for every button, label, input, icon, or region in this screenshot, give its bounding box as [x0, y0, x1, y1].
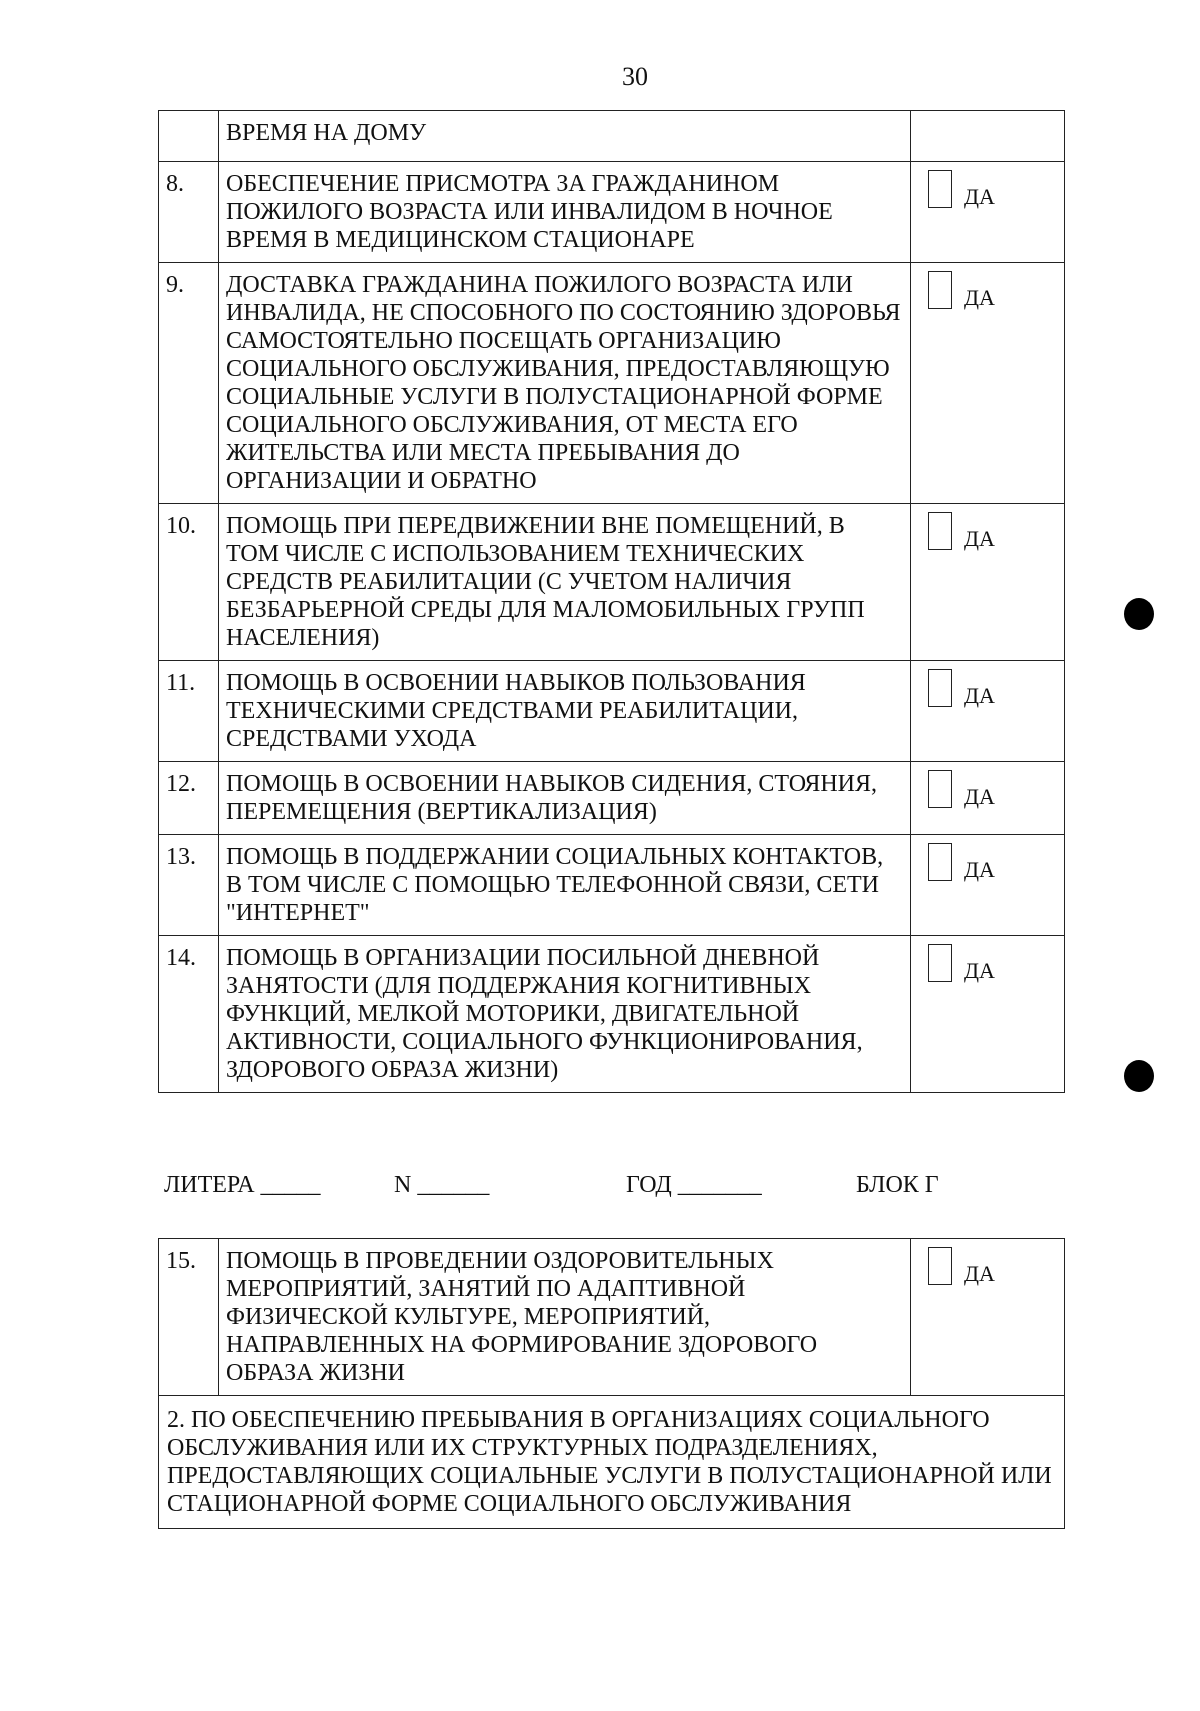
- table-row: [159, 1239, 1065, 1396]
- table-row: [159, 936, 1065, 1093]
- table-row: [159, 263, 1065, 504]
- table-row: [159, 111, 1065, 162]
- check-cell: [911, 1239, 1065, 1396]
- table-row: [159, 504, 1065, 661]
- row-number: 12.: [159, 762, 219, 835]
- year-field[interactable]: ГОД _______: [626, 1172, 762, 1198]
- punch-hole: [1124, 598, 1154, 630]
- row-number: [159, 111, 219, 162]
- service-text: ПОМОЩЬ В ОСВОЕНИИ НАВЫКОВ СИДЕНИЯ, СТОЯНИЯ, ПЕРЕМЕЩЕНИЯ (ВЕРТИКАЛИЗАЦИЯ): [219, 762, 911, 835]
- yes-checkbox[interactable]: [928, 1247, 952, 1285]
- number-field[interactable]: N ______: [394, 1172, 490, 1198]
- table-row: [159, 162, 1065, 263]
- litera-field[interactable]: ЛИТЕРА _____: [164, 1172, 321, 1198]
- check-cell: [911, 762, 1065, 835]
- yes-label: ДА: [964, 285, 995, 310]
- row-number: 11.: [159, 661, 219, 762]
- yes-label: ДА: [964, 958, 995, 983]
- row-number: 14.: [159, 936, 219, 1093]
- yes-checkbox[interactable]: [928, 271, 952, 309]
- page-number: 30: [622, 62, 648, 91]
- check-cell: [911, 936, 1065, 1093]
- yes-label: ДА: [964, 784, 995, 809]
- service-text: ПОМОЩЬ В ОСВОЕНИИ НАВЫКОВ ПОЛЬЗОВАНИЯ ТЕХНИЧЕСКИМИ СРЕДСТВАМИ РЕАБИЛИТАЦИИ, СРЕДСТВАМИ УХОДА: [219, 661, 911, 762]
- row-number: 13.: [159, 835, 219, 936]
- yes-checkbox[interactable]: [928, 512, 952, 550]
- section-heading: 2. ПО ОБЕСПЕЧЕНИЮ ПРЕБЫВАНИЯ В ОРГАНИЗАЦИЯХ СОЦИАЛЬНОГО ОБСЛУЖИВАНИЯ ИЛИ ИХ СТРУКТУРНЫХ ПОДРАЗДЕЛЕНИЯХ, ПРЕДОСТАВЛЯЮЩИХ СОЦИАЛЬНЫЕ УСЛУГИ В ПОЛУСТАЦИОНАРНОЙ ИЛИ СТАЦИОНАРНОЙ ФОРМЕ СОЦИАЛЬНОГО ОБСЛУЖИВАНИЯ: [159, 1396, 1065, 1529]
- punch-hole: [1124, 1060, 1154, 1092]
- row-number: 15.: [159, 1239, 219, 1396]
- yes-label: ДА: [964, 857, 995, 882]
- yes-checkbox[interactable]: [928, 770, 952, 808]
- service-text: ПОМОЩЬ ПРИ ПЕРЕДВИЖЕНИИ ВНЕ ПОМЕЩЕНИЙ, В ТОМ ЧИСЛЕ С ИСПОЛЬЗОВАНИЕМ ТЕХНИЧЕСКИХ СРЕДСТВ РЕАБИЛИТАЦИИ (С УЧЕТОМ НАЛИЧИЯ БЕЗБАРЬЕРНОЙ СРЕДЫ ДЛЯ МАЛОМОБИЛЬНЫХ ГРУПП НАСЕЛЕНИЯ): [219, 504, 911, 661]
- service-text: ПОМОЩЬ В ПРОВЕДЕНИИ ОЗДОРОВИТЕЛЬНЫХ МЕРОПРИЯТИЙ, ЗАНЯТИЙ ПО АДАПТИВНОЙ ФИЗИЧЕСКОЙ КУЛЬТУРЕ, МЕРОПРИЯТИЙ, НАПРАВЛЕННЫХ НА ФОРМИРОВАНИЕ ЗДОРОВОГО ОБРАЗА ЖИЗНИ: [219, 1239, 911, 1396]
- table-row: [159, 661, 1065, 762]
- yes-label: ДА: [964, 683, 995, 708]
- service-text: ВРЕМЯ НА ДОМУ: [219, 111, 911, 162]
- row-number: 10.: [159, 504, 219, 661]
- block-meta-line: [164, 1172, 1064, 1199]
- check-cell: [911, 111, 1065, 162]
- row-number: 8.: [159, 162, 219, 263]
- yes-checkbox[interactable]: [928, 944, 952, 982]
- yes-checkbox[interactable]: [928, 669, 952, 707]
- yes-checkbox[interactable]: [928, 843, 952, 881]
- yes-label: ДА: [964, 1261, 995, 1286]
- yes-label: ДА: [964, 526, 995, 551]
- check-cell: [911, 504, 1065, 661]
- check-cell: [911, 661, 1065, 762]
- table-row: [159, 835, 1065, 936]
- row-number: 9.: [159, 263, 219, 504]
- services-table-top: [158, 110, 1065, 1093]
- service-text: ПОМОЩЬ В ОРГАНИЗАЦИИ ПОСИЛЬНОЙ ДНЕВНОЙ ЗАНЯТОСТИ (ДЛЯ ПОДДЕРЖАНИЯ КОГНИТИВНЫХ ФУНКЦИЙ, МЕЛКОЙ МОТОРИКИ, ДВИГАТЕЛЬНОЙ АКТИВНОСТИ, СОЦИАЛЬНОГО ФУНКЦИОНИРОВАНИЯ, ЗДОРОВОГО ОБРАЗА ЖИЗНИ): [219, 936, 911, 1093]
- service-text: ДОСТАВКА ГРАЖДАНИНА ПОЖИЛОГО ВОЗРАСТА ИЛИ ИНВАЛИДА, НЕ СПОСОБНОГО ПО СОСТОЯНИЮ ЗДОРОВЬЯ САМОСТОЯТЕЛЬНО ПОСЕЩАТЬ ОРГАНИЗАЦИЮ СОЦИАЛЬНОГО ОБСЛУЖИВАНИЯ, ПРЕДОСТАВЛЯЮЩУЮ СОЦИАЛЬНЫЕ УСЛУГИ В ПОЛУСТАЦИОНАРНОЙ ФОРМЕ СОЦИАЛЬНОГО ОБСЛУЖИВАНИЯ, ОТ МЕСТА ЕГО ЖИТЕЛЬСТВА ИЛИ МЕСТА ПРЕБЫВАНИЯ ДО ОРГАНИЗАЦИИ И ОБРАТНО: [219, 263, 911, 504]
- table-row: [159, 762, 1065, 835]
- check-cell: [911, 835, 1065, 936]
- block-label: БЛОК Г: [856, 1172, 939, 1198]
- check-cell: [911, 162, 1065, 263]
- yes-label: ДА: [964, 184, 995, 209]
- table-row: [159, 1396, 1065, 1529]
- check-cell: [911, 263, 1065, 504]
- service-text: ПОМОЩЬ В ПОДДЕРЖАНИИ СОЦИАЛЬНЫХ КОНТАКТОВ, В ТОМ ЧИСЛЕ С ПОМОЩЬЮ ТЕЛЕФОННОЙ СВЯЗИ, СЕТИ "ИНТЕРНЕТ": [219, 835, 911, 936]
- service-text: ОБЕСПЕЧЕНИЕ ПРИСМОТРА ЗА ГРАЖДАНИНОМ ПОЖИЛОГО ВОЗРАСТА ИЛИ ИНВАЛИДОМ В НОЧНОЕ ВРЕМЯ В МЕДИЦИНСКОМ СТАЦИОНАРЕ: [219, 162, 911, 263]
- yes-checkbox[interactable]: [928, 170, 952, 208]
- services-table-bottom: [158, 1238, 1065, 1529]
